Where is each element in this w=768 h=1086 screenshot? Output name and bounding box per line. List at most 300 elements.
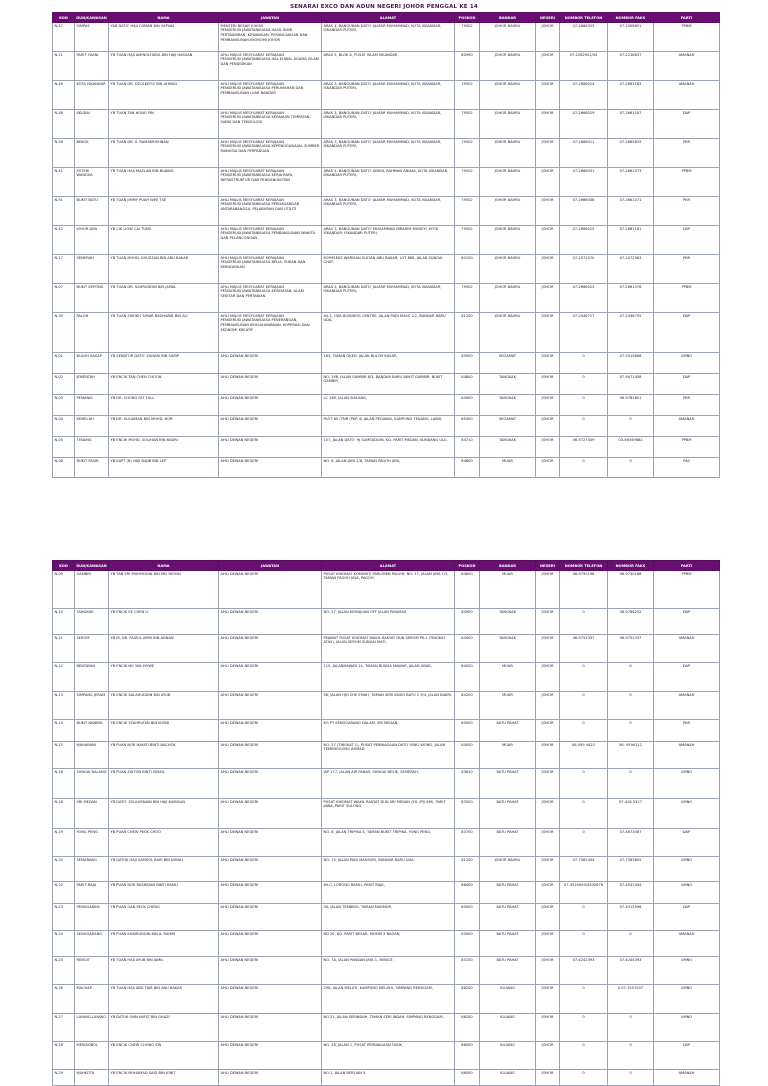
cell-negeri: JOHOR	[536, 1042, 560, 1070]
cell-bandar: BATU PAHAT	[480, 931, 536, 957]
cell-alamat: BD 20, KG. PARIT BESAR, MUKIM 2 BAGAN,	[322, 931, 455, 957]
table-header-row	[53, 561, 720, 571]
cell-kod: N.56	[53, 139, 75, 168]
cell-jawatan: AHLI DEWAN NEGERI	[219, 904, 322, 931]
cell-nama: YB ENCIK NG YAK HOWE	[109, 663, 219, 692]
cell-bandar: SEGAMAT	[480, 416, 536, 437]
cell-kod: N.28	[53, 1042, 75, 1070]
cell-faks: 0	[608, 663, 654, 692]
cell-telefon: 07-2666355	[560, 23, 608, 52]
cell-negeri: JOHOR	[536, 720, 560, 742]
cell-alamat: ARAS 5, BLOK A, PUSAT ISLAM ISKANDAR,	[322, 52, 455, 81]
cell-poskod: 86200	[455, 1014, 480, 1042]
cell-dun: BUKIT NANING	[75, 720, 109, 742]
column-header-jawatan: JAWATAN	[219, 561, 322, 571]
cell-kod: N.41	[53, 168, 75, 197]
cell-faks: 06-9730188	[608, 571, 654, 609]
cell-bandar: BATU PAHAT	[480, 769, 536, 799]
cell-telefon: 0	[560, 769, 608, 799]
cell-faks: 07-4244393	[608, 957, 654, 985]
cell-parti: AMANAH	[654, 1070, 720, 1086]
cell-telefon: 07-2666025	[560, 226, 608, 255]
cell-dun: PUTERI WANGSA	[75, 168, 109, 197]
cell-jawatan: AHLI MAJLIS MESYUARAT KERAJAAN PENGERUSI JAWATANKUASA KERAJAAN TEMPATAN, SAINS DAN TEKNOLOGI	[219, 110, 322, 139]
cell-jawatan: AHLI DEWAN NEGERI	[219, 663, 322, 692]
cell-poskod: 79502	[455, 284, 480, 313]
cell-kod: N.18	[53, 799, 75, 829]
cell-jawatan: AHLI MAJLIS MESYUARAT KERAJAAN PENGERUSI JAWATANKUASA PERDAGANGAN ANTARABANGSA, PELABURAN DAN UTILITI	[219, 197, 322, 226]
column-header-dun: DUN/KAWASAN	[75, 561, 109, 571]
cell-dun: MACHAP	[75, 985, 109, 1014]
cell-dun: PENGGARAM	[75, 904, 109, 931]
cell-bandar: JOHOR BAHRU	[480, 23, 536, 52]
cell-bandar: BATU PAHAT	[480, 720, 536, 742]
cell-nama: YB TUAN DR. DZULKEFLY BIN AHMAD	[109, 81, 219, 110]
cell-bandar: BATU PAHAT	[480, 957, 536, 985]
cell-bandar: KLUANG	[480, 985, 536, 1014]
cell-negeri: JOHOR	[536, 81, 560, 110]
cell-telefon: 07-4520959/4542678	[560, 882, 608, 904]
cell-bandar: JOHOR BAHRU	[480, 139, 536, 168]
table-row	[53, 904, 720, 931]
cell-kod: N.47	[53, 23, 75, 52]
cell-parti: DAP	[654, 829, 720, 857]
cell-negeri: JOHOR	[536, 635, 560, 663]
column-header-alamat: ALAMAT	[322, 561, 455, 571]
cell-poskod: 79502	[455, 81, 480, 110]
cell-faks: 0	[608, 458, 654, 478]
cell-bandar: BATU PAHAT	[480, 799, 536, 829]
cell-negeri: JOHOR	[536, 374, 560, 395]
cell-alamat: ARAS 3, BANGUNAN DATO' JAAFAR MUHAMMAD, KOTA ISKANDAR, ISKANDAR PUTERI,	[322, 197, 455, 226]
column-header-alamat: ALAMAT	[322, 13, 455, 23]
column-header-fax: NOMBOR FAKS	[608, 13, 654, 23]
cell-telefon: 07-2446717	[560, 313, 608, 353]
cell-bandar: MUAR	[480, 692, 536, 720]
cell-jawatan: AHLI DEWAN NEGERI	[219, 857, 322, 882]
cell-nama: YB PUAN ZAITON BINTI ISMAIL	[109, 769, 219, 799]
cell-kod: N.48	[53, 110, 75, 139]
column-header-jawatan: JAWATAN	[219, 13, 322, 23]
cell-jawatan: AHLI DEWAN NEGERI	[219, 635, 322, 663]
cell-faks: 0	[608, 1070, 654, 1086]
cell-poskod: 85000	[455, 353, 480, 374]
cell-jawatan: AHLI DEWAN NEGERI	[219, 882, 322, 904]
cell-bandar: KLUANG	[480, 1042, 536, 1070]
cell-faks: 0	[608, 1042, 654, 1070]
cell-telefon: 0	[560, 720, 608, 742]
cell-dun: YONG PENG	[75, 829, 109, 857]
cell-parti: UMNO	[654, 799, 720, 829]
cell-parti: AMANAH	[654, 931, 720, 957]
cell-poskod: 79502	[455, 110, 480, 139]
cell-poskod: 86200	[455, 985, 480, 1014]
exco-adun-table-part-1	[52, 12, 720, 478]
cell-poskod: 79502	[455, 168, 480, 197]
cell-faks: 07-2446755	[608, 313, 654, 353]
cell-kod: N.05	[53, 437, 75, 458]
cell-faks: 07-4315596	[608, 904, 654, 931]
cell-alamat: JAP 177, JALAN AIR PANAS, SUNGAI BESIK, SEMERAH,	[322, 769, 455, 799]
cell-poskod: 84000	[455, 742, 480, 769]
cell-kod: N.01	[53, 353, 75, 374]
cell-jawatan: AHLI DEWAN NEGERI	[219, 1070, 322, 1086]
column-header-tel: NOMBOR TELEFON	[560, 13, 608, 23]
cell-negeri: JOHOR	[536, 931, 560, 957]
cell-bandar: JOHOR BAHRU	[480, 52, 536, 81]
cell-dun: SIMPAS	[75, 23, 109, 52]
cell-faks: 07-2661076	[608, 284, 654, 313]
cell-kod: N.27	[53, 1014, 75, 1042]
cell-nama: YB PUAN KHAIRUDDIN BIN A. RAHIM	[109, 931, 219, 957]
cell-telefon: 0	[560, 904, 608, 931]
cell-poskod: 83400	[455, 720, 480, 742]
table-row	[53, 663, 720, 692]
exco-adun-table-part-2	[52, 560, 720, 1086]
cell-parti: UMNO	[654, 1014, 720, 1042]
cell-poskod: 84800	[455, 374, 480, 395]
cell-nama: YB SENATOR DATO' ZAHARI BIN SARIP	[109, 353, 219, 374]
cell-nama: YAB DATO' HAJI OSMAN BIN SAPIAN	[109, 23, 219, 52]
cell-alamat: NO.1, JALAN BERLIAN 3,	[322, 1070, 455, 1086]
cell-negeri: JOHOR	[536, 416, 560, 437]
cell-telefon: 0	[560, 609, 608, 635]
cell-nama: YB TUAN MOHD. KHUZZAN BIN ABU BAKAR	[109, 255, 219, 284]
cell-telefon: 0	[560, 374, 608, 395]
cell-poskod: 86000	[455, 1070, 480, 1086]
cell-poskod: 81200	[455, 313, 480, 353]
cell-alamat: 34, JALAN TEMBING, TAMAN MAKMUR,	[322, 904, 455, 931]
column-header-parti: PARTI	[654, 13, 720, 23]
column-header-bandar: BANDAR	[480, 13, 536, 23]
cell-alamat: NO. 27, JALAN KEMAJUAN OFF JALAN PAYAMAS,	[322, 609, 455, 635]
cell-parti: UMNO	[654, 857, 720, 882]
cell-poskod: 84710	[455, 437, 480, 458]
cell-kod: N.51	[53, 197, 75, 226]
table-row	[53, 168, 720, 197]
cell-negeri: JOHOR	[536, 904, 560, 931]
cell-dun: TENANG	[75, 437, 109, 458]
cell-faks: 0	[608, 769, 654, 799]
cell-telefon: 07-2666029	[560, 110, 608, 139]
cell-faks: 07-2661181	[608, 226, 654, 255]
table-row	[53, 23, 720, 52]
cell-parti: DAP	[654, 110, 720, 139]
cell-parti: PKR	[654, 197, 720, 226]
cell-alamat: NO. 27 (TINGKAT 1), PUSAT PERNIAGAAN DATO' BING WONG, JALAN TEMENGGONG AHMAD	[322, 742, 455, 769]
cell-faks: 06-9752337	[608, 635, 654, 663]
cell-nama: YB TUAN HAJI AYUB BIN JAMIL	[109, 957, 219, 985]
cell-telefon: 06-9750198	[560, 571, 608, 609]
cell-faks: 07-2908891	[608, 23, 654, 52]
cell-alamat: 157, JALAN DATO' HJ SAMSUDDIN, KG. PARIT MEDAN, KUNDANG ULU,	[322, 437, 455, 458]
cell-kod: N.26	[53, 985, 75, 1014]
table-row	[53, 609, 720, 635]
cell-kod: N.03	[53, 395, 75, 416]
cell-kod: N.14	[53, 720, 75, 742]
cell-kod: N.10	[53, 609, 75, 635]
table-row	[53, 226, 720, 255]
table-header-row	[53, 13, 720, 23]
cell-nama: YB PUAN CHEW PECK CHOO	[109, 829, 219, 857]
table-row	[53, 799, 720, 829]
cell-negeri: JOHOR	[536, 353, 560, 374]
table-row	[53, 110, 720, 139]
cell-kod: N.20	[53, 857, 75, 882]
cell-telefon: 0	[560, 799, 608, 829]
cell-alamat: 298, JALAN MELATI, KAMPUNG MELAYU, SIMPANG RENGGAM,	[322, 985, 455, 1014]
cell-parti: AMANAH	[654, 692, 720, 720]
cell-poskod: 86000	[455, 1042, 480, 1070]
cell-faks: 06-9786252	[608, 609, 654, 635]
table-row	[53, 769, 720, 799]
cell-telefon: 07-2666038	[560, 197, 608, 226]
column-header-kod: KOD	[53, 13, 75, 23]
cell-alamat: NO. 28, JALAN 1, PUSAT PERNIAGAAN TASIK,	[322, 1042, 455, 1070]
cell-bandar: KLUANG	[480, 1014, 536, 1042]
cell-bandar: JOHOR BAHRU	[480, 226, 536, 255]
cell-nama: YB DATUK HAJI SAMSOL BARI BIN JAMALI	[109, 857, 219, 882]
cell-telefon: 06-9752337	[560, 635, 608, 663]
cell-bandar: TANGKAK	[480, 609, 536, 635]
cell-alamat: PEJABAT PUSAT KHIDMAT WAKIL RAKYAT DUN SEROM PK-1 (TINGKAT ATAS), JALAN SEROM SUNGAI MATI,	[322, 635, 455, 663]
cell-poskod: 84000	[455, 663, 480, 692]
cell-alamat: NO.21, JALAN SERINDAH, TAMAN SERI INDAH, SIMPANG RENGGAM,	[322, 1014, 455, 1042]
cell-faks: 07-2661073	[608, 168, 654, 197]
cell-telefon: 07-2666031	[560, 168, 608, 197]
cell-jawatan: AHLI DEWAN NEGERI	[219, 931, 322, 957]
cell-alamat: ARAS 3, BANGUNAN DATO' MUHAMMAD IBRAHIM MUNSYI, KOTA ISKANDAR, ISKANDAR PUTERI,	[322, 226, 455, 255]
cell-bandar: BATU PAHAT	[480, 882, 536, 904]
cell-dun: BEKOK	[75, 139, 109, 168]
cell-kod: N.24	[53, 931, 75, 957]
cell-telefon: 07-2072570	[560, 255, 608, 284]
cell-jawatan: AHLI DEWAN NEGERI	[219, 742, 322, 769]
cell-kod: N.13	[53, 692, 75, 720]
cell-alamat: PLOT 65 (TNB (PKR 4) JALAN PEGAWAI, KAMPUNG TENANG, LABIS,	[322, 416, 455, 437]
cell-dun: LAYANG-LAYANG	[75, 1014, 109, 1042]
cell-nama: YB ENCIK MOHD. SOLIHAN BIN BADRI	[109, 437, 219, 458]
cell-jawatan: AHLI MAJLIS MESYUARAT KERAJAAN PENGERUSI JAWATANKUASA KERJA RAYA, INFRASTRUKTUR DAN PENGANGKUTAN	[219, 168, 322, 197]
cell-jawatan: AHLI DEWAN NEGERI	[219, 416, 322, 437]
cell-negeri: JOHOR	[536, 985, 560, 1014]
cell-parti: DAP	[654, 1042, 720, 1070]
cell-negeri: JOHOR	[536, 139, 560, 168]
page-title: SENARAI EXCO DAN ADUN NEGERI JOHOR PENGGAL KE 14	[290, 4, 478, 10]
cell-nama: YB DR. SULAIMAN BIN MOHD. NOR	[109, 416, 219, 437]
cell-jawatan: AHLI DEWAN NEGERI	[219, 1014, 322, 1042]
cell-alamat: ARAS 3, BANGUNAN DATO' JAAFAR MUHAMMAD, KOTA ISKANDAR, ISKANDAR PUTERI,	[322, 110, 455, 139]
cell-kod: N.16	[53, 769, 75, 799]
cell-poskod: 83700	[455, 829, 480, 857]
cell-nama: YB DR. CHONG FAT FULL	[109, 395, 219, 416]
cell-kod: N.23	[53, 904, 75, 931]
cell-jawatan: AHLI MAJLIS MESYUARAT KERAJAAN PENGERUSI JAWATANKUASA BELIA, SUKAN DAN KEBUDAYAAN	[219, 255, 322, 284]
cell-poskod: 83100	[455, 957, 480, 985]
cell-poskod: 86400	[455, 882, 480, 904]
cell-bandar: JOHOR BAHRU	[480, 284, 536, 313]
cell-telefon: 0	[560, 416, 608, 437]
cell-nama: YB TUAN SHEIKH 'UMAR BAGHARIB BIN ALI	[109, 313, 219, 353]
cell-dun: KEMELAH	[75, 416, 109, 437]
cell-faks: 0	[608, 931, 654, 957]
cell-jawatan: AHLI DEWAN NEGERI	[219, 1042, 322, 1070]
cell-kod: N.25	[53, 957, 75, 985]
cell-dun: BUKIT PASIR	[75, 458, 109, 478]
cell-nama: YB PUAN GAN PECK CHENG	[109, 904, 219, 931]
cell-jawatan: AHLI DEWAN NEGERI	[219, 353, 322, 374]
cell-parti: DAP	[654, 609, 720, 635]
cell-alamat: ARAS 5, BANGUNAN DATO' ABDUL RAHMAN ANDAK, KOTA ISKANDAR, ISKANDAR PUTERI,	[322, 168, 455, 197]
cell-alamat: KG PT SENGGARANG DALAM, SRI MEDAN,	[322, 720, 455, 742]
cell-parti: DAP	[654, 904, 720, 931]
cell-parti: AMANAH	[654, 52, 720, 81]
cell-faks: 07-418 5327	[608, 799, 654, 829]
column-header-dun: DUN/KAWASAN	[75, 13, 109, 23]
cell-negeri: JOHOR	[536, 1070, 560, 1086]
table-row	[53, 857, 720, 882]
cell-dun: PARIT YAANI	[75, 52, 109, 81]
table-row	[53, 197, 720, 226]
column-header-parti: PARTI	[654, 561, 720, 571]
cell-bandar: JOHOR BAHRU	[480, 168, 536, 197]
cell-dun: PALOH	[75, 313, 109, 353]
cell-dun: GAMBIR	[75, 571, 109, 609]
cell-poskod: 83000	[455, 931, 480, 957]
cell-dun: SEMERAH	[75, 255, 109, 284]
cell-parti: UMNO	[654, 882, 720, 904]
cell-jawatan: AHLI DEWAN NEGERI	[219, 769, 322, 799]
cell-poskod: 84600	[455, 571, 480, 609]
cell-telefon: 0	[560, 829, 608, 857]
cell-negeri: JOHOR	[536, 284, 560, 313]
cell-nama: YB TUAN HAJI MAZLAN BIN BUJANG	[109, 168, 219, 197]
cell-negeri: JOHOR	[536, 52, 560, 81]
cell-poskod: 84200	[455, 692, 480, 720]
cell-nama: YB IR. DR. FAIZUL AMRI BIN ADNAN	[109, 635, 219, 663]
cell-poskod: 84400	[455, 635, 480, 663]
cell-kod: N.15	[53, 742, 75, 769]
cell-negeri: JOHOR	[536, 882, 560, 904]
cell-negeri: JOHOR	[536, 23, 560, 52]
cell-poskod: 83610	[455, 769, 480, 799]
cell-nama: YB TUAN HAJI AMINOLHUDA BIN HAJI HASSAN	[109, 52, 219, 81]
cell-nama: YB ENCIK MUHAMAD SAID BIN JONIT	[109, 1070, 219, 1086]
cell-bandar: JOHOR BAHRU	[480, 197, 536, 226]
cell-poskod: 84600	[455, 458, 480, 478]
cell-negeri: JOHOR	[536, 437, 560, 458]
cell-parti: PPBM	[654, 284, 720, 313]
cell-faks: 07-2661183	[608, 81, 654, 110]
cell-parti: PPBM	[654, 168, 720, 197]
column-header-poskod: POSKOD	[455, 13, 480, 23]
cell-telefon: 0	[560, 692, 608, 720]
cell-alamat: 44-2, UDA BUSINESS CENTRE, JALAN PADI EMAS 1/2, BANDAR BARU UDA,	[322, 313, 455, 353]
cell-negeri: JOHOR	[536, 609, 560, 635]
cell-alamat: ARAS 4, BANGUNAN DATO' JAAFAR MUHAMMAD, KOTA ISKANDAR, ISKANDAR PUTERI,	[322, 23, 455, 52]
cell-poskod: 79502	[455, 226, 480, 255]
cell-alamat: 163, TAMAN OKED, JALAN BULOH KASAP,	[322, 353, 455, 374]
cell-kod: N.49	[53, 81, 75, 110]
cell-faks: 0 07-7557507	[608, 985, 654, 1014]
cell-dun: BUKIT BATU	[75, 197, 109, 226]
cell-bandar: MUAR	[480, 458, 536, 478]
cell-jawatan: AHLI DEWAN NEGERI	[219, 609, 322, 635]
table-row	[53, 458, 720, 478]
cell-kod: N.02	[53, 374, 75, 395]
cell-telefon: 06-959 4422	[560, 742, 608, 769]
column-header-nama: NAMA	[109, 13, 219, 23]
cell-nama: YB ENCIK CHEW CHONG SIN	[109, 1042, 219, 1070]
cell-kod: N.08	[53, 458, 75, 478]
cell-faks: 0	[608, 720, 654, 742]
cell-negeri: JOHOR	[536, 692, 560, 720]
cell-kod: N.07	[53, 284, 75, 313]
cell-bandar: JOHOR BAHRU	[480, 81, 536, 110]
cell-nama: YB DATO' ZULKURNAIN BIN HAJI KAMISAN	[109, 799, 219, 829]
table-row	[53, 284, 720, 313]
cell-dun: KOTA ISKANDAR	[75, 81, 109, 110]
cell-jawatan: AHLI DEWAN NEGERI	[219, 437, 322, 458]
table-row	[53, 1014, 720, 1042]
cell-kod: N.09	[53, 571, 75, 609]
cell-dun: SIMPANG JERAM	[75, 692, 109, 720]
cell-parti: AMANAH	[654, 635, 720, 663]
cell-negeri: JOHOR	[536, 957, 560, 985]
cell-bandar: MUAR	[480, 742, 536, 769]
cell-telefon: 0	[560, 1042, 608, 1070]
cell-nama: YB ENCIK TAN CHEN CHOON	[109, 374, 219, 395]
cell-parti: AMANAH	[654, 416, 720, 437]
cell-faks: 06-9782801	[608, 395, 654, 416]
cell-alamat: ARAS 3, BANGUNAN DATO' JAAFAR MUHAMMAD, KOTA ISKANDAR, ISKANDAR PUTERI,	[322, 81, 455, 110]
cell-parti: PKR	[654, 720, 720, 742]
cell-jawatan: AHLI DEWAN NEGERI	[219, 571, 322, 609]
cell-kod: N.30	[53, 313, 75, 353]
cell-alamat: NO. 15, JALAN PADI MAHSURI, BANDAR BARU UDA,	[322, 857, 455, 882]
cell-bandar: TANGKAK	[480, 395, 536, 416]
table-row	[53, 882, 720, 904]
cell-jawatan: AHLI MAJLIS MESYUARAT KERAJAAN PENGERUSI JAWATANKUASA HAL EHWAL AGAMA ISLAM DAN PENDIDIKAN	[219, 52, 322, 81]
cell-dun: JEMENTAH	[75, 374, 109, 395]
cell-negeri: JOHOR	[536, 571, 560, 609]
cell-dun: TANGKAK	[75, 609, 109, 635]
table-row	[53, 571, 720, 609]
cell-nama: YB ENCIK SALAHUDDIN BIN AYUB	[109, 692, 219, 720]
cell-telefon: 0	[560, 395, 608, 416]
cell-kod: N.29	[53, 1070, 75, 1086]
cell-bandar: JOHOR BAHRU	[480, 313, 536, 353]
cell-faks: 0	[608, 1014, 654, 1042]
cell-bandar: TANGKAK	[480, 635, 536, 663]
table-row	[53, 1070, 720, 1086]
cell-dun: BUKIT KEPONG	[75, 284, 109, 313]
cell-faks: 0	[608, 692, 654, 720]
cell-jawatan: AHLI MAJLIS MESYUARAT KERAJAAN PENGERUSI JAWATANKUASA PEMBANGUNAN WANITA DAN PELANCONGAN	[219, 226, 322, 255]
cell-parti: PKR	[654, 255, 720, 284]
table-row	[53, 139, 720, 168]
cell-nama: YB TUAN JIMMY PUAH WEE TSE	[109, 197, 219, 226]
cell-kod: N.17	[53, 255, 75, 284]
cell-negeri: JOHOR	[536, 742, 560, 769]
table-row	[53, 985, 720, 1014]
cell-parti: UMNO	[654, 985, 720, 1014]
cell-jawatan: AHLI DEWAN NEGERI	[219, 395, 322, 416]
cell-alamat: PUSAT KHIDMAT KOMUNITI PARLIMEN PAGOH, NO. 17, JALAN JAYA 1/3, TAMAN PAGOH JAYA, PAGOH,	[322, 571, 455, 609]
table-row	[53, 1042, 720, 1070]
cell-alamat: LC 189, JALAN SIALANG,	[322, 395, 455, 416]
cell-jawatan: AHLI MAJLIS MESYUARAT KERAJAAN PENGERUSI JAWATANKUASA KESIHATAN, ALAM SEKITAR DAN PERTANIAN	[219, 284, 322, 313]
